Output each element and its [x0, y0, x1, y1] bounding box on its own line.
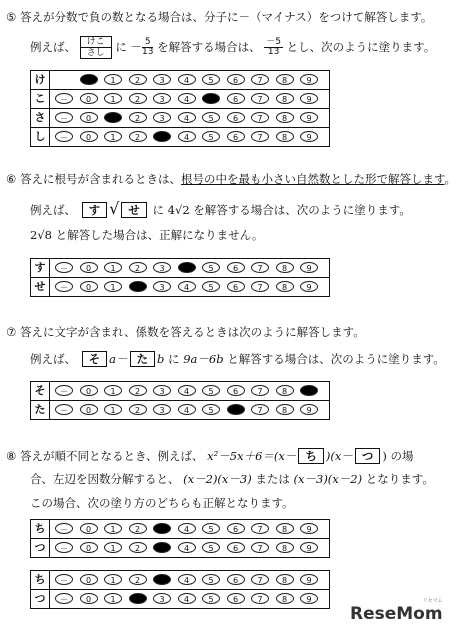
section-8-line3	[30, 496, 294, 510]
bubble-6[interactable]: 5	[202, 262, 220, 273]
bubble-9[interactable]: 8	[276, 542, 294, 553]
grid-row	[31, 127, 329, 146]
bubble-8[interactable]: 7	[251, 593, 269, 604]
factored-form: (x－2)(x－3)	[183, 472, 252, 486]
bubble-1[interactable]: 0	[80, 404, 98, 415]
denominator: 13	[267, 47, 280, 57]
bubble-7[interactable]: 6	[227, 385, 245, 396]
bubble-8[interactable]: 7	[251, 385, 269, 396]
example-label: 例えば、	[30, 40, 76, 54]
bubble-3[interactable]: 2	[129, 93, 147, 104]
equation: )(x－	[325, 449, 353, 463]
bubble-6[interactable]: 5	[202, 385, 220, 396]
example-label: 例えば、	[30, 352, 76, 366]
bubble-6[interactable]: 5	[202, 281, 220, 292]
filled-bubble[interactable]	[300, 385, 318, 396]
bubble-9[interactable]: 8	[276, 404, 294, 415]
root-icon: √	[109, 199, 120, 218]
example-text: を解答する場合は、	[157, 40, 261, 54]
bubble-2[interactable]: 1	[104, 131, 122, 142]
grid-row	[31, 89, 329, 108]
grid-row-label: し	[31, 128, 50, 146]
grid-row-label: せ	[31, 278, 50, 296]
filled-bubble[interactable]	[178, 262, 196, 273]
bubble-7[interactable]: 6	[227, 93, 245, 104]
example-text: に	[115, 40, 127, 54]
bubble-0[interactable]: －	[55, 593, 73, 604]
section-5-line1: 答えが分数で負の数となる場合は、分子に－（マイナス）をつけて解答します。	[19, 10, 433, 24]
bubble-3[interactable]: 2	[129, 74, 147, 85]
section-7-number: ⑦	[6, 325, 17, 339]
fraction-answer-box	[80, 36, 112, 59]
bubble-1[interactable]: 0	[80, 93, 98, 104]
line-text: 合、左辺を因数分解すると、	[30, 472, 180, 486]
bubble-6[interactable]: 5	[202, 523, 220, 534]
bubble-4[interactable]: 3	[153, 112, 171, 123]
logo-text: ReseMom	[350, 604, 443, 624]
bubble-5[interactable]: 4	[178, 523, 196, 534]
bubble-4[interactable]: 3	[153, 404, 171, 415]
bubble-5[interactable]: 4	[178, 542, 196, 553]
bubble-10[interactable]: 9	[300, 404, 318, 415]
period: 。	[444, 172, 457, 186]
example-text: と解答する場合は、次のように塗ります。	[227, 352, 445, 366]
answer-box: つ	[355, 448, 381, 464]
bubble-0[interactable]: －	[55, 131, 73, 142]
grid-row-label: つ	[31, 590, 50, 608]
section-5-example	[30, 34, 435, 60]
bubble-1[interactable]: 0	[80, 112, 98, 123]
bubble-10[interactable]: 9	[300, 281, 318, 292]
numerator: 5	[142, 38, 153, 48]
bubble-10[interactable]: 9	[300, 574, 318, 585]
section-6-text	[6, 172, 456, 186]
bubble-3[interactable]: 2	[129, 404, 147, 415]
section-5-text	[6, 10, 432, 24]
example-text: とし、次のように塗ります。	[286, 40, 436, 54]
example-label: 例えば、	[30, 203, 76, 217]
bubble-3[interactable]: 2	[129, 542, 147, 553]
section-7-line1: 答えに文字が含まれ、係数を答えるときは次のように解答します。	[19, 325, 365, 339]
grid-row-label: ち	[31, 520, 50, 538]
bubble-7[interactable]: 6	[227, 131, 245, 142]
bubble-0[interactable]: －	[55, 542, 73, 553]
bubble-6[interactable]: 5	[202, 112, 220, 123]
bubble-1[interactable]: 0	[80, 131, 98, 142]
filled-bubble[interactable]	[227, 404, 245, 415]
bubble-7[interactable]: 6	[227, 593, 245, 604]
section-8-line2	[30, 472, 434, 486]
bubble-4[interactable]: 3	[153, 93, 171, 104]
underlined-text: 根号の中を最も小さい自然数とした形で解答します	[180, 172, 445, 186]
bubble-7[interactable]: 6	[227, 574, 245, 585]
bubble-3[interactable]: 2	[129, 385, 147, 396]
filled-bubble[interactable]	[104, 112, 122, 123]
bubble-6[interactable]: 5	[202, 593, 220, 604]
grid-row	[31, 538, 329, 557]
bubble-4[interactable]: 3	[153, 385, 171, 396]
grid-row	[31, 277, 329, 296]
bubble-9[interactable]: 8	[276, 385, 294, 396]
bubble-1[interactable]: 0	[80, 593, 98, 604]
logo-kana: リセマム	[422, 598, 443, 604]
bubble-10[interactable]: 9	[300, 593, 318, 604]
bubble-1[interactable]: 0	[80, 281, 98, 292]
fraction-value	[264, 38, 283, 57]
bubble-2[interactable]: 1	[104, 593, 122, 604]
grid-row	[31, 71, 329, 89]
bubble-9[interactable]: 8	[276, 112, 294, 123]
bubble-3[interactable]: 2	[129, 131, 147, 142]
grid-row	[31, 520, 329, 538]
bubble-10[interactable]: 9	[300, 131, 318, 142]
equation: )	[382, 449, 387, 463]
bubble-7[interactable]: 6	[227, 281, 245, 292]
bubble-2[interactable]: 1	[104, 262, 122, 273]
section-8-line1-end: の場	[390, 449, 414, 463]
answer-grid-4	[30, 519, 330, 558]
bubble-6[interactable]: 5	[202, 404, 220, 415]
section-8-text	[6, 446, 413, 466]
bubble-4[interactable]: 3	[153, 74, 171, 85]
grid-row-label: さ	[31, 109, 50, 127]
bubble-7[interactable]: 6	[227, 523, 245, 534]
bubble-5[interactable]: 4	[178, 74, 196, 85]
bubble-7[interactable]: 6	[227, 112, 245, 123]
grid-row-label: ち	[31, 571, 50, 589]
bubble-2[interactable]: 1	[104, 93, 122, 104]
bubble-1[interactable]: 0	[80, 574, 98, 585]
root-value: 2√8	[30, 228, 52, 242]
line-text: または	[255, 472, 290, 486]
bubble-9[interactable]: 8	[276, 281, 294, 292]
bubble-4[interactable]: 3	[153, 262, 171, 273]
bubble-1[interactable]: 0	[80, 385, 98, 396]
bubble-5[interactable]: 4	[178, 574, 196, 585]
bubble-5[interactable]: 4	[178, 385, 196, 396]
bubble-1[interactable]: 0	[80, 542, 98, 553]
bubble-2[interactable]: 1	[104, 281, 122, 292]
bubble-8[interactable]: 7	[251, 112, 269, 123]
resemom-logo	[350, 598, 443, 624]
bubble-8[interactable]: 7	[251, 404, 269, 415]
answer-grid-1	[30, 70, 330, 147]
answer-box: ち	[298, 448, 324, 464]
bubble-0[interactable]: －	[55, 112, 73, 123]
bubble-6[interactable]: 5	[202, 574, 220, 585]
bubble-0[interactable]: －	[55, 281, 73, 292]
bubble-6[interactable]: 5	[202, 131, 220, 142]
bubble-5[interactable]: 4	[178, 593, 196, 604]
filled-bubble[interactable]	[129, 593, 147, 604]
line-text: となります。	[365, 472, 434, 486]
grid-row	[31, 108, 329, 127]
bubble-3[interactable]: 2	[129, 112, 147, 123]
bubble-0[interactable]: －	[55, 385, 73, 396]
section-6-note	[30, 228, 263, 242]
bubble-2[interactable]: 1	[104, 523, 122, 534]
bubble-2[interactable]: 1	[104, 542, 122, 553]
section-7-text	[6, 325, 365, 339]
grid-row-label: す	[31, 259, 50, 277]
bubble-4[interactable]: 3	[153, 281, 171, 292]
filled-bubble[interactable]	[80, 74, 98, 85]
example-text: を解答する場合は、次のように塗ります。	[193, 203, 411, 217]
bubble-8[interactable]: 7	[251, 574, 269, 585]
bubble-5[interactable]: 4	[178, 131, 196, 142]
root-value: 4√2	[167, 203, 190, 217]
answer-box: そ	[82, 351, 108, 367]
section-8-number: ⑧	[6, 449, 17, 463]
box-numerator: けこ	[86, 37, 105, 47]
bubble-2[interactable]: 1	[104, 385, 122, 396]
note-text: と解答した場合は、正解になりません。	[55, 228, 264, 242]
answer-grid-3	[30, 381, 330, 420]
bubble-10[interactable]: 9	[300, 93, 318, 104]
bubble-0[interactable]: －	[55, 262, 73, 273]
grid-row	[31, 571, 329, 589]
bubble-7[interactable]: 6	[227, 542, 245, 553]
bubble-8[interactable]: 7	[251, 281, 269, 292]
section-6-example	[30, 198, 411, 221]
bubble-2[interactable]: 1	[104, 574, 122, 585]
bubble-10[interactable]: 9	[300, 523, 318, 534]
bubble-7[interactable]: 6	[227, 74, 245, 85]
bubble-5[interactable]: 4	[178, 404, 196, 415]
grid-row	[31, 259, 329, 277]
fraction-value	[142, 38, 153, 57]
grid-row-label: け	[31, 71, 50, 89]
bubble-9[interactable]: 8	[276, 93, 294, 104]
variable-text: a－	[109, 352, 128, 366]
bubble-9[interactable]: 8	[276, 262, 294, 273]
bubble-0[interactable]: －	[55, 523, 73, 534]
example-text: に	[152, 203, 165, 217]
bubble-10[interactable]: 9	[300, 262, 318, 273]
answer-grid-5	[30, 570, 330, 609]
grid-row	[31, 589, 329, 608]
bubble-9[interactable]: 8	[276, 593, 294, 604]
bubble-0[interactable]: －	[55, 404, 73, 415]
bubble-3[interactable]: 2	[129, 262, 147, 273]
grid-row	[31, 400, 329, 419]
filled-bubble[interactable]	[202, 93, 220, 104]
section-8-line1: 答えが順不同となるとき、例えば、	[19, 449, 204, 463]
grid-row	[31, 382, 329, 400]
line-text: この場合、次の塗り方のどちらも正解となります。	[30, 496, 294, 510]
filled-bubble[interactable]	[153, 131, 171, 142]
filled-bubble[interactable]	[129, 281, 147, 292]
bubble-2[interactable]: 1	[104, 404, 122, 415]
answer-box: た	[130, 351, 156, 367]
answer-box: す	[82, 202, 108, 218]
section-7-example	[30, 348, 445, 370]
bubble-6[interactable]: 5	[202, 74, 220, 85]
bubble-6[interactable]: 5	[202, 542, 220, 553]
variable-text: b	[157, 352, 165, 366]
filled-bubble[interactable]	[153, 523, 171, 534]
grid-row-label: た	[31, 401, 50, 419]
grid-row-label: そ	[31, 382, 50, 400]
bubble-3[interactable]: 2	[129, 523, 147, 534]
answer-box: せ	[121, 202, 147, 218]
grid-row-label: つ	[31, 539, 50, 557]
bubble-8[interactable]: 7	[251, 262, 269, 273]
section-5-number: ⑤	[6, 10, 17, 24]
bubble-9[interactable]: 8	[276, 523, 294, 534]
bubble-2[interactable]: 1	[104, 74, 122, 85]
denominator: 13	[141, 47, 154, 57]
section-6-number: ⑥	[6, 172, 17, 186]
bubble-9[interactable]: 8	[276, 574, 294, 585]
bubble-5[interactable]: 4	[178, 93, 196, 104]
bubble-1[interactable]: 0	[80, 262, 98, 273]
bubble-9[interactable]: 8	[276, 74, 294, 85]
bubble-10[interactable]: 9	[300, 112, 318, 123]
filled-bubble[interactable]	[153, 542, 171, 553]
bubble-5[interactable]: 4	[178, 281, 196, 292]
numerator: －5	[266, 37, 281, 47]
bubble-8[interactable]: 7	[251, 74, 269, 85]
bubble-8[interactable]: 7	[251, 542, 269, 553]
box-denominator: さし	[81, 47, 111, 58]
example-text: に	[168, 352, 180, 366]
bubble-5[interactable]: 4	[178, 112, 196, 123]
equation: x²－5x＋6＝(x－	[207, 449, 297, 463]
bubble-7[interactable]: 6	[227, 262, 245, 273]
minus-sign: －	[130, 40, 142, 54]
bubble-0[interactable]: －	[55, 574, 73, 585]
bubble-8[interactable]: 7	[251, 523, 269, 534]
answer-grid-2	[30, 258, 330, 297]
expression: 9a－6b	[183, 352, 224, 366]
bubble-8[interactable]: 7	[251, 93, 269, 104]
bubble-1[interactable]: 0	[80, 523, 98, 534]
grid-row-label: こ	[31, 90, 50, 108]
section-6-line1: 答えに根号が含まれるときは、	[19, 172, 181, 186]
bubble-9[interactable]: 8	[276, 131, 294, 142]
bubble-0[interactable]: －	[55, 93, 73, 104]
bubble-4[interactable]: 3	[153, 593, 171, 604]
bubble-8[interactable]: 7	[251, 131, 269, 142]
filled-bubble[interactable]	[153, 574, 171, 585]
bubble-10[interactable]: 9	[300, 542, 318, 553]
bubble-3[interactable]: 2	[129, 574, 147, 585]
bubble-10[interactable]: 9	[300, 74, 318, 85]
factored-form: (x－3)(x－2)	[293, 472, 363, 486]
